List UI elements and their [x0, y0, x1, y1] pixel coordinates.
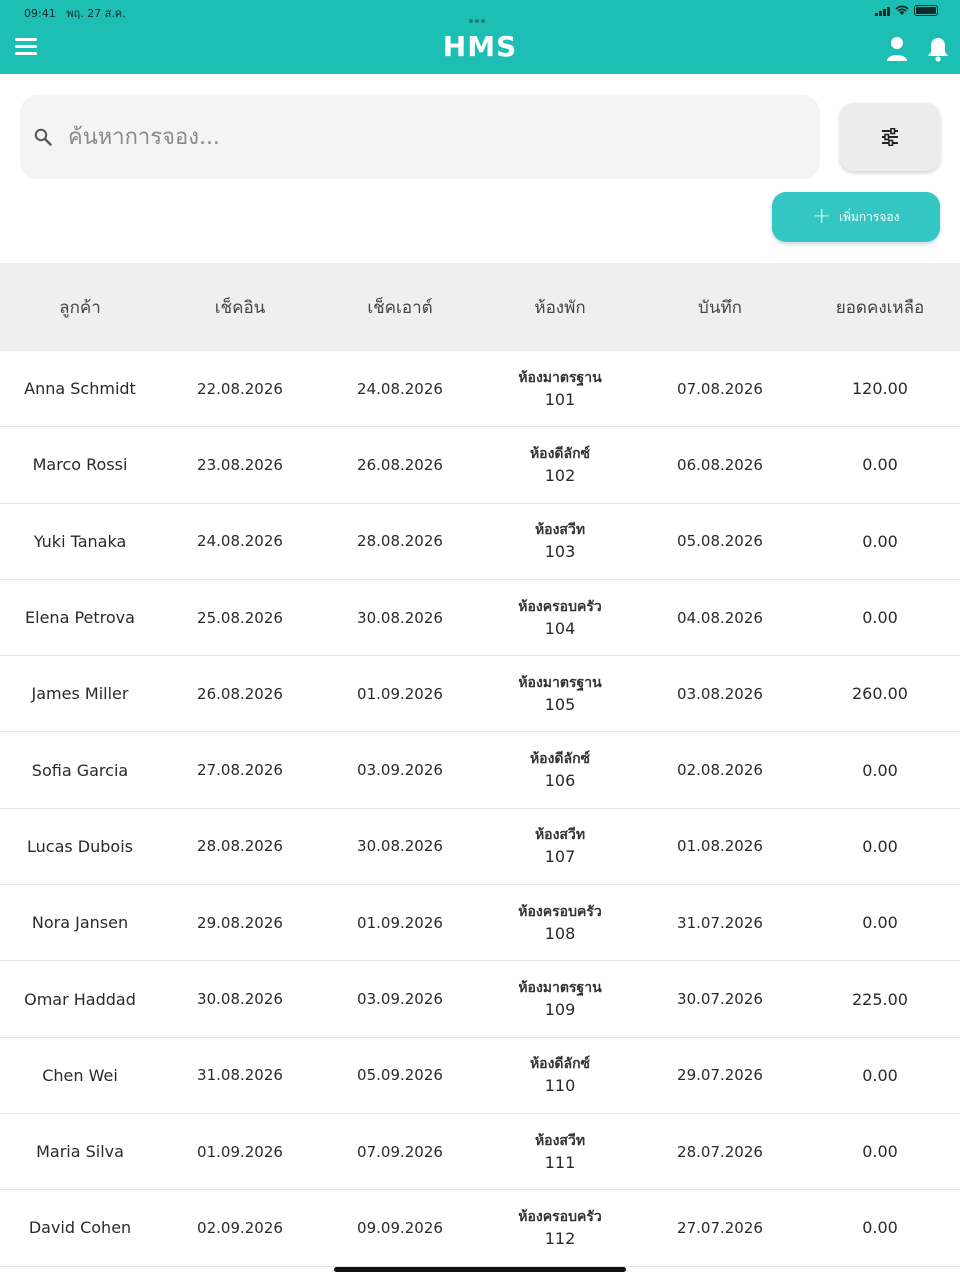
cell-room-number: 109 [544, 1000, 576, 1020]
cell-customer: Sofia Garcia [31, 760, 129, 780]
cell-balance: 0.00 [862, 1218, 898, 1238]
cell-room-number: 107 [544, 847, 576, 867]
multitask-dots-icon[interactable] [469, 8, 491, 13]
cell-checkin: 22.08.2026 [197, 379, 283, 398]
cell-checkout: 05.09.2026 [357, 1066, 443, 1085]
cell-balance: 0.00 [862, 455, 898, 475]
cell-checkout: 26.08.2026 [357, 455, 443, 474]
table-row[interactable] [0, 580, 960, 656]
column-header-checkin[interactable]: เช็คอิน [214, 297, 266, 318]
cell-room-number: 106 [544, 771, 576, 791]
cell-recorded: 27.07.2026 [677, 1218, 763, 1237]
battery-icon [914, 5, 938, 16]
status-time [24, 4, 126, 22]
cell-room [480, 901, 640, 945]
cell-checkout: 24.08.2026 [357, 379, 443, 398]
status-indicators [875, 5, 938, 16]
cell-recorded: 31.07.2026 [677, 913, 763, 932]
cell-customer: David Cohen [28, 1218, 132, 1238]
cell-room [480, 1206, 640, 1250]
cell-room-number: 105 [544, 694, 576, 714]
filter-button[interactable] [840, 103, 940, 171]
cell-room-type: ห้องดีลักซ์ [529, 751, 591, 768]
table-row[interactable] [0, 1038, 960, 1114]
cell-customer: Lucas Dubois [27, 836, 133, 856]
table-row[interactable] [0, 961, 960, 1037]
cell-customer: James Miller [31, 684, 129, 704]
column-header-checkout[interactable]: เช็คเอาต์ [367, 297, 433, 318]
cell-room-number: 111 [544, 1152, 576, 1172]
cell-room [480, 1130, 640, 1174]
cell-room-type: ห้องมาตรฐาน [518, 980, 602, 997]
cell-customer: Chen Wei [42, 1065, 118, 1085]
cell-checkin: 29.08.2026 [197, 913, 283, 932]
column-header-customer[interactable]: ลูกค้า [59, 297, 101, 318]
cell-checkout: 03.09.2026 [357, 761, 443, 780]
status-clock: 09:41 [24, 7, 56, 20]
cell-room [480, 824, 640, 868]
cell-checkout: 09.09.2026 [357, 1218, 443, 1237]
plus-icon: + [812, 204, 831, 229]
cell-room-type: ห้องมาตรฐาน [518, 369, 602, 386]
bell-icon[interactable] [926, 36, 950, 62]
search-input[interactable] [68, 125, 788, 150]
cell-checkout: 03.09.2026 [357, 990, 443, 1009]
cell-checkout: 30.08.2026 [357, 837, 443, 856]
cell-room-number: 102 [544, 465, 576, 485]
user-icon[interactable] [885, 36, 909, 62]
table-row[interactable] [0, 809, 960, 885]
table-row[interactable] [0, 732, 960, 808]
cell-checkin: 26.08.2026 [197, 684, 283, 703]
table-row[interactable] [0, 656, 960, 732]
cell-checkout: 07.09.2026 [357, 1142, 443, 1161]
cell-recorded: 02.08.2026 [677, 761, 763, 780]
cell-room [480, 1053, 640, 1097]
cell-room [480, 596, 640, 640]
cell-room [480, 443, 640, 487]
cell-room-number: 112 [544, 1228, 576, 1248]
cell-checkout: 28.08.2026 [357, 532, 443, 551]
cell-balance: 0.00 [862, 531, 898, 551]
cell-customer: Maria Silva [36, 1142, 124, 1162]
cell-recorded: 29.07.2026 [677, 1066, 763, 1085]
cell-room [480, 977, 640, 1021]
search-icon [34, 128, 52, 146]
cell-room-type: ห้องครอบครัว [518, 598, 602, 615]
cell-checkin: 23.08.2026 [197, 455, 283, 474]
cell-recorded: 28.07.2026 [677, 1142, 763, 1161]
signal-icon [875, 6, 890, 16]
cell-room-type: ห้องครอบครัว [518, 1208, 602, 1225]
table-row[interactable] [0, 351, 960, 427]
top-bar [0, 0, 960, 74]
cell-checkout: 30.08.2026 [357, 608, 443, 627]
wifi-icon [895, 5, 909, 16]
table-header-row [0, 263, 960, 351]
cell-checkin: 24.08.2026 [197, 532, 283, 551]
cell-room-number: 101 [544, 389, 576, 409]
cell-recorded: 06.08.2026 [677, 455, 763, 474]
cell-balance: 0.00 [862, 1142, 898, 1162]
cell-room-type: ห้องครอบครัว [518, 903, 602, 920]
cell-customer: Yuki Tanaka [33, 531, 127, 551]
cell-checkout: 01.09.2026 [357, 913, 443, 932]
cell-balance: 0.00 [862, 836, 898, 856]
cell-recorded: 01.08.2026 [677, 837, 763, 856]
status-date: พฤ. 27 ส.ค. [66, 7, 126, 20]
cell-room-type: ห้องสวีท [534, 827, 586, 844]
cell-room-number: 108 [544, 923, 576, 943]
cell-room-type: ห้องมาตรฐาน [518, 674, 602, 691]
cell-room-type: ห้องสวีท [534, 522, 586, 539]
bookings-table [0, 263, 960, 1267]
cell-checkin: 27.08.2026 [197, 761, 283, 780]
column-header-room[interactable]: ห้องพัก [534, 297, 586, 318]
cell-room [480, 519, 640, 563]
filter-icon [880, 128, 900, 146]
cell-recorded: 04.08.2026 [677, 608, 763, 627]
cell-customer: Nora Jansen [31, 913, 129, 933]
cell-recorded: 05.08.2026 [677, 532, 763, 551]
table-row[interactable] [0, 1190, 960, 1266]
cell-checkin: 31.08.2026 [197, 1066, 283, 1085]
cell-room-type: ห้องดีลักซ์ [529, 445, 591, 462]
cell-customer: Marco Rossi [32, 455, 128, 475]
table-row[interactable] [0, 427, 960, 503]
cell-checkin: 30.08.2026 [197, 990, 283, 1009]
cell-room-type: ห้องดีลักซ์ [529, 1056, 591, 1073]
cell-recorded: 07.08.2026 [677, 379, 763, 398]
cell-room-number: 104 [544, 618, 576, 638]
cell-checkin: 02.09.2026 [197, 1218, 283, 1237]
cell-recorded: 03.08.2026 [677, 684, 763, 703]
cell-balance: 120.00 [852, 379, 908, 399]
cell-room [480, 367, 640, 411]
table-row[interactable] [0, 1114, 960, 1190]
home-indicator [334, 1267, 626, 1272]
cell-balance: 0.00 [862, 608, 898, 628]
cell-balance: 0.00 [862, 1065, 898, 1085]
column-header-balance[interactable]: ยอดคงเหลือ [835, 297, 925, 318]
table-row[interactable] [0, 504, 960, 580]
app-title: HMS [442, 30, 518, 63]
search-bar[interactable] [20, 95, 820, 179]
cell-room [480, 672, 640, 716]
cell-balance: 260.00 [852, 684, 908, 704]
table-body [0, 351, 960, 1267]
table-row[interactable] [0, 885, 960, 961]
cell-balance: 225.00 [852, 989, 908, 1009]
cell-room-number: 103 [544, 542, 576, 562]
cell-balance: 0.00 [862, 760, 898, 780]
cell-checkin: 25.08.2026 [197, 608, 283, 627]
cell-room [480, 748, 640, 792]
cell-checkin: 28.08.2026 [197, 837, 283, 856]
cell-checkin: 01.09.2026 [197, 1142, 283, 1161]
cell-customer: Omar Haddad [24, 989, 136, 1009]
cell-customer: Anna Schmidt [24, 379, 136, 399]
cell-room-type: ห้องสวีท [534, 1132, 586, 1149]
cell-recorded: 30.07.2026 [677, 990, 763, 1009]
add-booking-label: เพิ่มการจอง [838, 209, 900, 224]
cell-room-number: 110 [544, 1076, 576, 1096]
column-header-recorded[interactable]: บันทึก [698, 297, 742, 318]
cell-customer: Elena Petrova [25, 608, 135, 628]
add-booking-button[interactable] [772, 192, 940, 242]
cell-checkout: 01.09.2026 [357, 684, 443, 703]
cell-balance: 0.00 [862, 913, 898, 933]
